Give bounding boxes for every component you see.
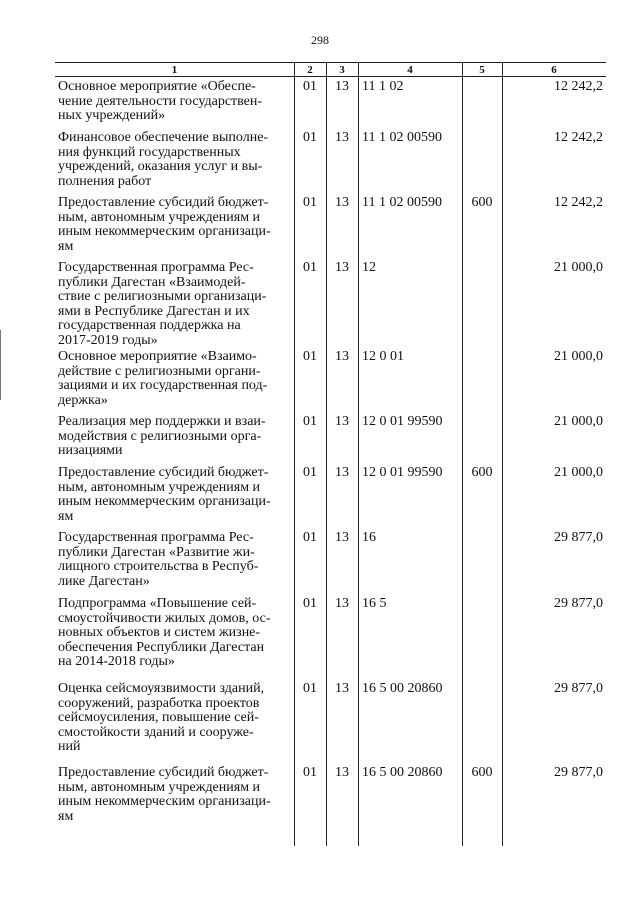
row-amount: 12 242,2: [554, 195, 603, 210]
table-top-border: [55, 62, 606, 63]
row-amount: 29 877,0: [554, 596, 603, 611]
row-section: 01: [303, 596, 317, 611]
row-name: Основное мероприятие «Взаимо- действие с религиозными органи- зациями и их государственная под- держка»: [58, 349, 268, 408]
row-expense-type: 600: [471, 465, 493, 480]
row-section: 01: [303, 130, 317, 145]
row-expense-type: 600: [471, 765, 493, 780]
row-amount: 12 242,2: [554, 130, 603, 145]
header-col-1: 1: [171, 64, 178, 76]
row-name: Основное мероприятие «Обеспе- чение деятельности государствен- ных учреждений»: [58, 79, 263, 123]
row-target-code: 11 1 02: [362, 79, 404, 94]
row-subsection: 13: [335, 79, 349, 94]
row-amount: 21 000,0: [554, 465, 603, 480]
column-divider: [462, 62, 463, 846]
row-name: Реализация мер поддержки и взаи- модействия с религиозными орга- низациями: [58, 414, 266, 458]
row-name: Оценка сейсмоуязвимости зданий, сооружений, разработка проектов сейсмоусиления, повышение сей- смостойкости зданий и сооруже- ний: [58, 681, 265, 754]
header-col-5: 5: [479, 64, 485, 76]
row-target-code: 16 5 00 20860: [362, 765, 443, 780]
row-subsection: 13: [335, 130, 349, 145]
column-divider: [294, 62, 295, 846]
header-col-6: 6: [551, 64, 557, 76]
row-target-code: 16 5: [362, 596, 387, 611]
row-target-code: 16: [362, 530, 376, 545]
row-target-code: 12 0 01 99590: [362, 414, 443, 429]
row-target-code: 12 0 01: [362, 349, 404, 364]
row-amount: 21 000,0: [554, 260, 603, 275]
row-target-code: 12 0 01 99590: [362, 465, 443, 480]
row-expense-type: 600: [471, 195, 493, 210]
row-subsection: 13: [335, 681, 349, 696]
header-col-4: 4: [407, 64, 413, 76]
row-section: 01: [303, 349, 317, 364]
column-divider: [502, 62, 503, 846]
row-subsection: 13: [335, 414, 349, 429]
row-subsection: 13: [335, 596, 349, 611]
row-amount: 21 000,0: [554, 349, 603, 364]
row-subsection: 13: [335, 260, 349, 275]
row-amount: 29 877,0: [554, 765, 603, 780]
row-subsection: 13: [335, 195, 349, 210]
row-section: 01: [303, 79, 317, 94]
page-number: 298: [311, 33, 329, 47]
row-section: 01: [303, 465, 317, 480]
row-amount: 29 877,0: [554, 681, 603, 696]
row-section: 01: [303, 765, 317, 780]
row-name: Подпрограмма «Повышение сей- смоустойчивости жилых домов, ос- новных объектов и систем жизне- обеспечения Республики Дагестан на 2014-2018 годы»: [58, 596, 271, 669]
row-section: 01: [303, 260, 317, 275]
row-amount: 21 000,0: [554, 414, 603, 429]
column-divider: [326, 62, 327, 846]
row-section: 01: [303, 195, 317, 210]
row-subsection: 13: [335, 765, 349, 780]
column-divider: [358, 62, 359, 846]
row-section: 01: [303, 681, 317, 696]
row-amount: 29 877,0: [554, 530, 603, 545]
row-target-code: 16 5 00 20860: [362, 681, 443, 696]
row-target-code: 12: [362, 260, 376, 275]
row-subsection: 13: [335, 349, 349, 364]
row-amount: 12 242,2: [554, 79, 603, 94]
row-name: Государственная программа Рес- публики Дагестан «Развитие жи- лищного строительства в Респуб- лике Дагестан»: [58, 530, 259, 589]
row-name: Предоставление субсидий бюджет- ным, автономным учреждениям и иным некоммерческим организаци- ям: [58, 465, 271, 524]
row-target-code: 11 1 02 00590: [362, 130, 442, 145]
row-name: Предоставление субсидий бюджет- ным, автономным учреждениям и иным некоммерческим организаци- ям: [58, 765, 271, 824]
row-name: Финансовое обеспечение выполне- ния функций государственных учреждений, оказания услуг и вы- полнения работ: [58, 130, 269, 189]
header-col-2: 2: [307, 64, 313, 76]
row-name: Предоставление субсидий бюджет- ным, автономным учреждениям и иным некоммерческим организаци- ям: [58, 195, 271, 254]
header-bottom-border: [55, 76, 606, 77]
row-section: 01: [303, 530, 317, 545]
row-subsection: 13: [335, 530, 349, 545]
row-subsection: 13: [335, 465, 349, 480]
header-col-3: 3: [339, 64, 345, 76]
scan-margin-line: [0, 330, 1, 400]
row-name: Государственная программа Рес- публики Дагестан «Взаимодей- ствие с религиозными организаци- ями в Республике Дагестан и их государственная поддержка на 2017-2019 годы»: [58, 260, 267, 348]
row-target-code: 11 1 02 00590: [362, 195, 442, 210]
row-section: 01: [303, 414, 317, 429]
